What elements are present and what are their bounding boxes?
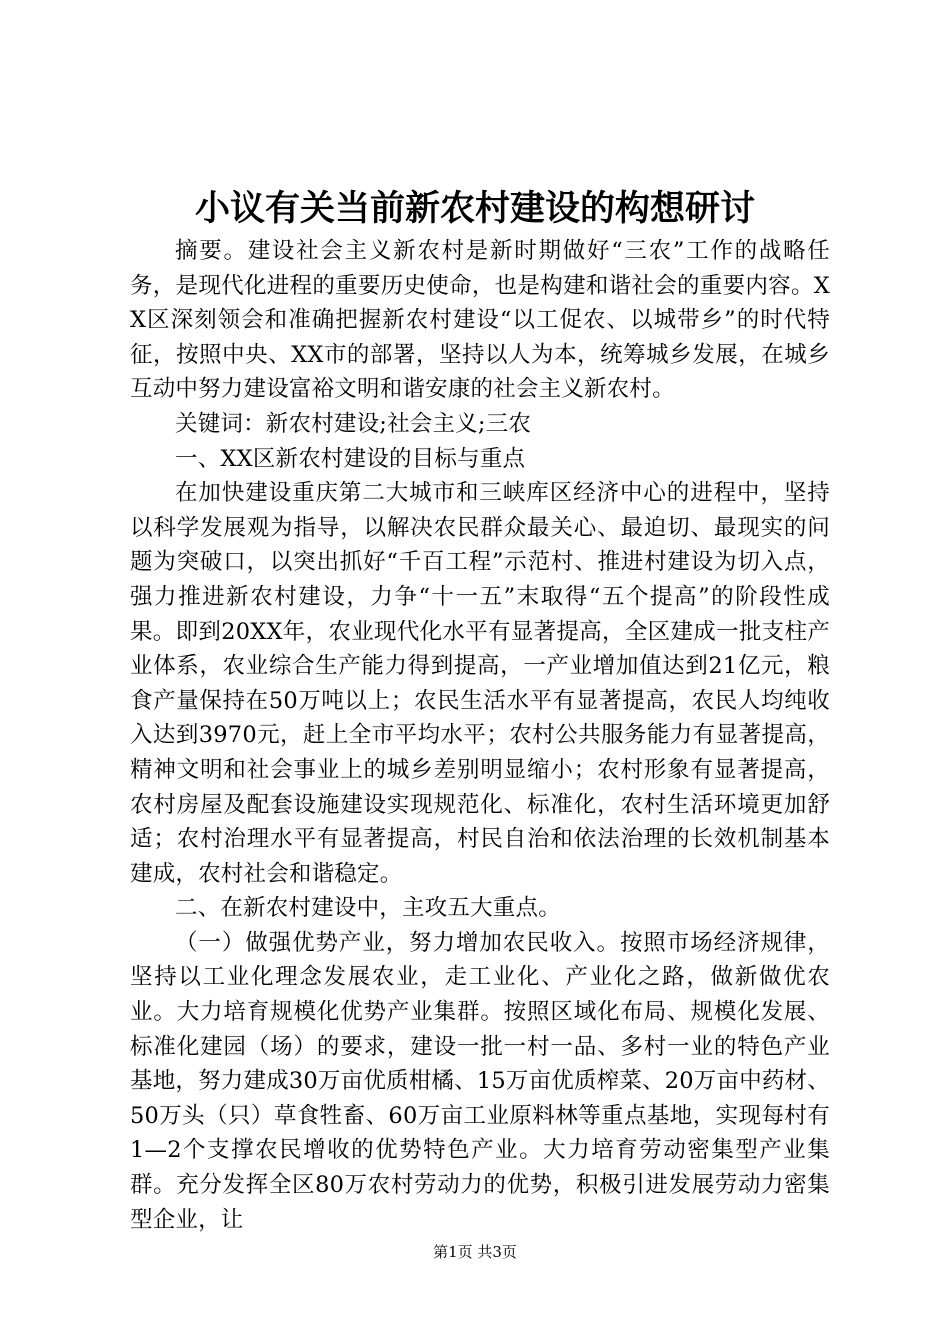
abstract-paragraph: 摘要。建设社会主义新农村是新时期做好“三农”工作的战略任务，是现代化进程的重要历史使命，也是构建和谐社会的重要内容。XX区深刻领会和准确把握新农村建设“以工促农、以城带乡”的时代特征，按照中央、XX市的部署，坚持以人为本，统筹城乡发展，在城乡互动中努力建设富裕文明和谐安康的社会主义新农村。 [130,238,830,403]
keywords-paragraph: 关键词：新农村建设;社会主义;三农 [175,410,532,437]
page-title: 小议有关当前新农村建设的构想研讨 [194,188,755,229]
body-paragraph: （一）做强优势产业，努力增加农民收入。按照市场经济规律，坚持以工业化理念发展农业，走工业化、产业化之路，做新做优农业。大力培育规模化优势产业集群。按照区域化布局、规模化发展、标准化建园（场）的要求，建设一批一村一品、多村一业的特色产业基地，努力建成30万亩优质柑橘、15万亩优质榨菜、20万亩中药材、50万头（只）草食牲畜、60万亩工业原料林等重点基地，实现每村有1—2个支撑农民增收的优势特色产业。大力培育劳动密集型产业集群。充分发挥全区80万农村劳动力的优势，积极引进发展劳动力密集型企业，让 [130,929,830,1233]
section-heading-2: 二、在新农村建设中，主攻五大重点。 [175,895,561,922]
document-body [130,234,830,1237]
body-paragraph: 在加快建设重庆第二大城市和三峡库区经济中心的进程中，坚持以科学发展观为指导，以解决农民群众最关心、最迫切、最现实的问题为突破口，以突出抓好“千百工程”示范村、推进村建设为切入点，强力推进新农村建设，力争“十一五”末取得“五个提高”的阶段性成果。即到20XX年，农业现代化水平有显著提高，全区建成一批支柱产业体系，农业综合生产能力得到提高，一产业增加值达到21亿元，粮食产量保持在50万吨以上；农民生活水平有显著提高，农民人均纯收入达到3970元，赶上全市平均水平；农村公共服务能力有显著提高，精神文明和社会事业上的城乡差别明显缩小；农村形象有显著提高，农村房屋及配套设施建设实现规范化、标准化，农村生活环境更加舒适；农村治理水平有显著提高，村民自治和依法治理的长效机制基本建成，农村社会和谐稳定。 [130,480,830,887]
page-footer: 第1页 共3页 [433,1243,517,1261]
section-heading-1: 一、XX区新农村建设的目标与重点 [175,445,526,472]
